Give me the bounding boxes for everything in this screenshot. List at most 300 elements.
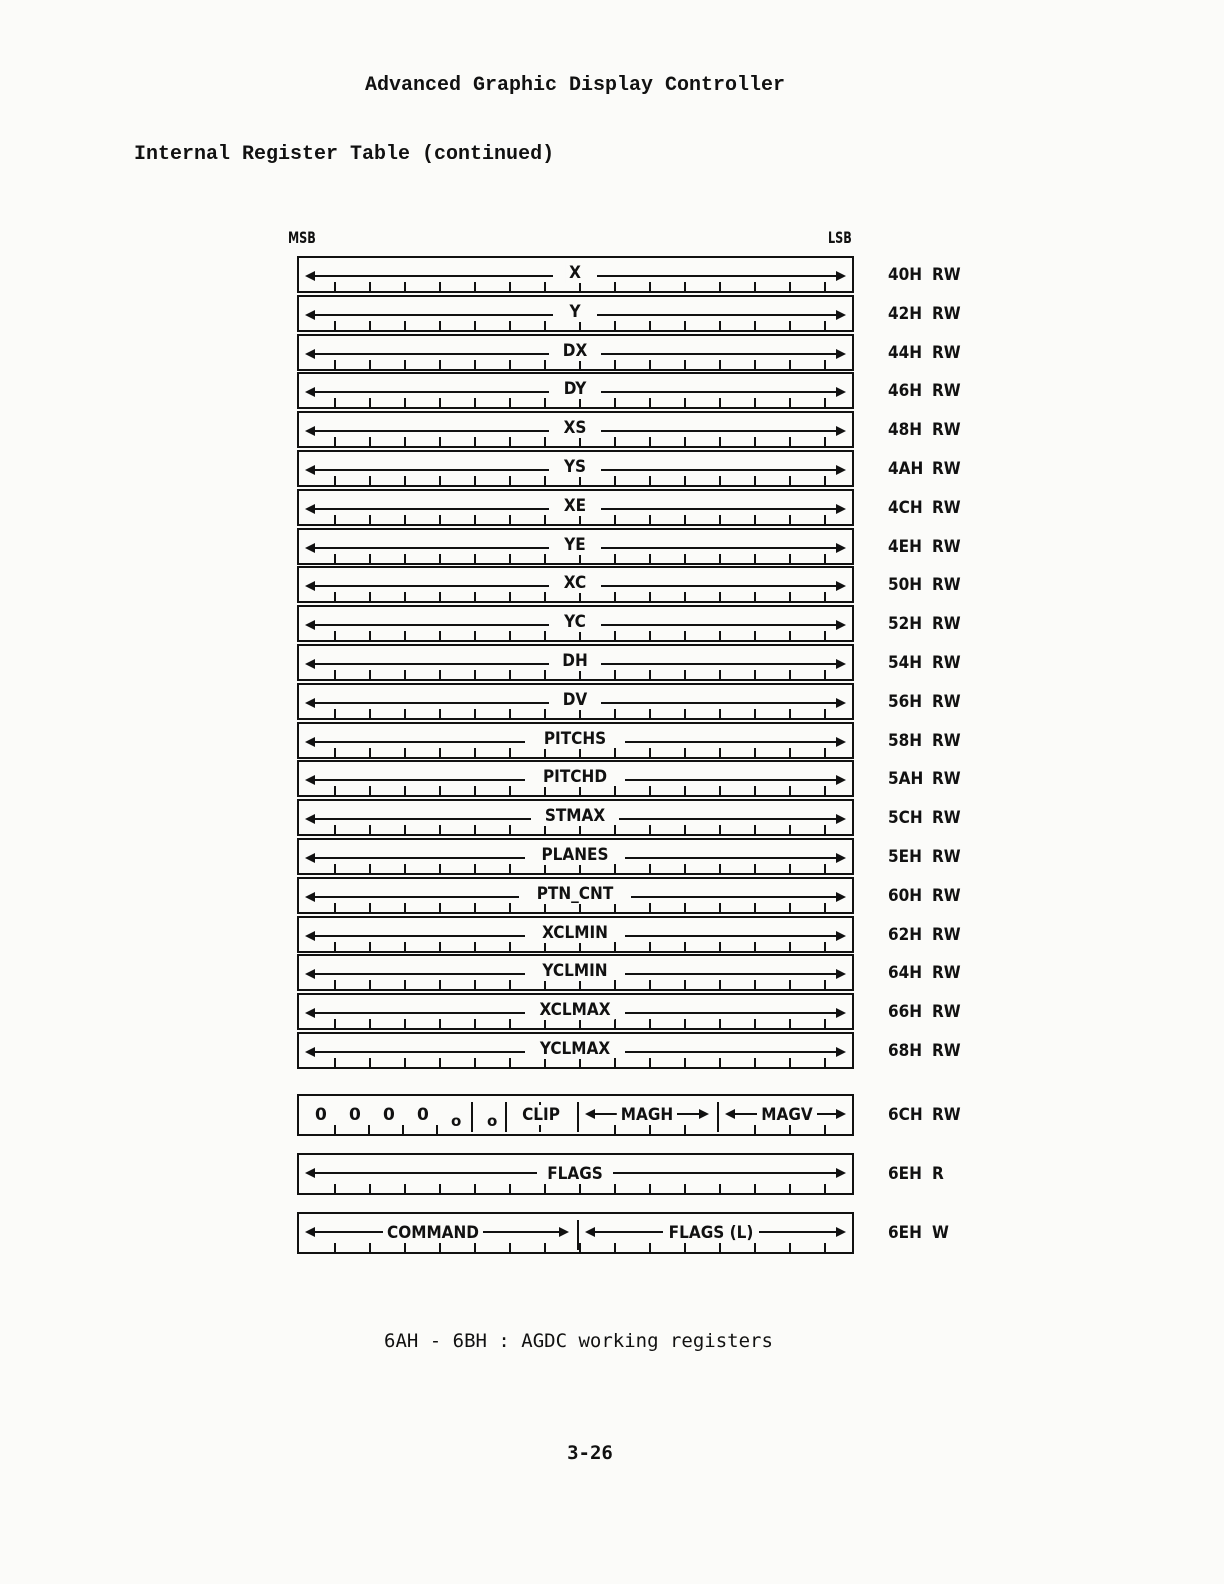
arrow-head-left: [305, 814, 315, 824]
arrow-head-left: [305, 504, 315, 514]
bit-tick: [404, 1243, 406, 1252]
bit-tick: [509, 903, 511, 912]
bit-tick: [369, 903, 371, 912]
bit-tick: [789, 282, 791, 291]
bit-tick: [474, 980, 476, 989]
bit-tick: [649, 282, 651, 291]
register-access: RW: [932, 303, 961, 324]
bit-tick: [544, 515, 546, 524]
bit-tick: [789, 631, 791, 640]
bit-tick: [334, 476, 336, 485]
arrow-line-left: [313, 547, 549, 549]
bit-tick: [439, 670, 441, 679]
bit-tick: [369, 670, 371, 679]
arrow-line-right: [601, 663, 838, 665]
bit-tick: [684, 903, 686, 912]
register-address: 52H: [888, 614, 923, 635]
bit-tick: [579, 592, 581, 601]
bit-tick: [369, 1243, 371, 1252]
bit-tick: [579, 825, 581, 834]
arrow-head-right: [836, 1168, 846, 1178]
arrow-head-left: [305, 620, 315, 630]
bit-tick: [544, 980, 546, 989]
zero-bit: 0: [349, 1105, 361, 1125]
bit-tick: [754, 980, 756, 989]
register-address: 5AH: [888, 769, 924, 790]
bit-tick: [404, 980, 406, 989]
register-name: YE: [560, 535, 590, 555]
arrow-line-left: [313, 1012, 525, 1014]
arrow-head-left: [305, 892, 315, 902]
bit-tick: [719, 321, 721, 330]
arrow-line-left: [313, 508, 549, 510]
bit-tick: [334, 592, 336, 601]
arrow-line-left: [313, 973, 525, 975]
bit-tick: [754, 709, 756, 718]
bit-tick: [369, 592, 371, 601]
bit-tick: [824, 476, 826, 485]
register-address: 50H: [888, 575, 923, 596]
bit-tick: [614, 864, 616, 873]
bit-tick: [544, 709, 546, 718]
bit-tick: [439, 321, 441, 330]
bit-tick: [509, 398, 511, 407]
bit-tick: [754, 1019, 756, 1028]
bit-tick: [579, 864, 581, 873]
arrow-line-left: [313, 1051, 525, 1053]
bit-tick: [719, 670, 721, 679]
bit-tick: [754, 786, 756, 795]
bit-tick: [439, 1058, 441, 1067]
arrow-head-right: [559, 1227, 569, 1237]
bit-tick: [754, 398, 756, 407]
bit-tick: [369, 437, 371, 446]
bit-tick: [649, 1058, 651, 1067]
bit-tick: [439, 282, 441, 291]
arrow-line-left: [313, 314, 553, 316]
field-divider: [471, 1102, 473, 1132]
register-access: RW: [932, 808, 961, 829]
bit-tick: [334, 825, 336, 834]
arrow-line-left: [313, 896, 519, 898]
arrow-line-right: [601, 391, 838, 393]
register-address: 66H: [888, 1002, 923, 1023]
bit-tick: [614, 1058, 616, 1067]
bit-tick: [649, 786, 651, 795]
bit-tick: [754, 1125, 756, 1134]
arrow-head-right: [836, 737, 846, 747]
bit-tick: [439, 980, 441, 989]
register-name: Y: [565, 302, 584, 322]
bit-tick: [509, 786, 511, 795]
arrow-line-left: [313, 818, 531, 820]
arrow-line-right: [475, 1231, 561, 1233]
bit-tick: [649, 554, 651, 563]
bit-tick: [754, 631, 756, 640]
register-field-pitchs: [297, 722, 854, 759]
arrow-head-right: [836, 931, 846, 941]
bit-tick: [404, 942, 406, 951]
bit-tick: [474, 592, 476, 601]
bit-tick: [404, 1184, 406, 1193]
register-field-xclmin: [297, 916, 854, 953]
bit-tick: [544, 282, 546, 291]
bit-tick: [614, 631, 616, 640]
arrow-head-left: [305, 581, 315, 591]
register-name: STMAX: [541, 806, 609, 826]
arrow-head-right: [836, 1109, 846, 1119]
register-field-xs: [297, 411, 854, 448]
field-divider: [717, 1102, 719, 1132]
bit-tick: [544, 398, 546, 407]
bit-tick: [369, 282, 371, 291]
bit-tick: [649, 515, 651, 524]
arrow-head-left: [305, 271, 315, 281]
register-name: PLANES: [537, 845, 612, 865]
register-field-yclmin: [297, 954, 854, 991]
bit-tick: [789, 476, 791, 485]
arrow-line-right: [625, 779, 838, 781]
bit-tick: [369, 554, 371, 563]
bit-tick: [684, 942, 686, 951]
bit-tick: [649, 1125, 651, 1134]
arrow-line-right: [601, 469, 838, 471]
bit-tick: [334, 1184, 336, 1193]
register-access: RW: [932, 265, 961, 285]
arrow-line-left: [733, 1113, 757, 1115]
bit-tick: [789, 786, 791, 795]
bit-tick: [509, 360, 511, 369]
bit-tick: [404, 631, 406, 640]
bit-tick: [544, 786, 546, 795]
bit-tick: [404, 825, 406, 834]
bit-tick: [369, 1019, 371, 1028]
bit-tick: [439, 825, 441, 834]
register-address: 5EH: [888, 847, 922, 867]
bit-tick: [474, 1184, 476, 1193]
bit-tick: [544, 554, 546, 563]
register-address: 62H: [888, 924, 923, 945]
command-field: COMMAND: [383, 1223, 483, 1243]
bit-tick: [369, 398, 371, 407]
bit-tick: [789, 825, 791, 834]
register-address: 5CH: [888, 808, 923, 829]
bit-tick: [684, 360, 686, 369]
bit-tick: [369, 476, 371, 485]
magv-field: MAGV: [757, 1105, 816, 1125]
bit-tick: [754, 748, 756, 757]
bit-tick: [439, 360, 441, 369]
bit-tick: [824, 786, 826, 795]
register-field-yclmax: [297, 1032, 854, 1069]
bit-tick: [579, 1243, 581, 1252]
arrow-line-right: [625, 1012, 838, 1014]
bit-tick: [579, 360, 581, 369]
bit-tick: [334, 515, 336, 524]
bit-tick: [684, 748, 686, 757]
bit-tick: [719, 282, 721, 291]
bit-tick: [684, 709, 686, 718]
register-name: FLAGS: [543, 1164, 607, 1184]
bit-tick: [474, 437, 476, 446]
register-address: 42H: [888, 303, 923, 324]
bit-tick: [439, 631, 441, 640]
register-field-xc: [297, 566, 854, 603]
bit-tick: [789, 942, 791, 951]
bit-tick: [509, 437, 511, 446]
register-access: RW: [932, 885, 961, 906]
arrow-head-right: [836, 620, 846, 630]
register-access: RW: [932, 653, 961, 673]
bit-tick: [404, 864, 406, 873]
bit-tick: [439, 942, 441, 951]
bit-tick: [649, 980, 651, 989]
arrow-line-left: [313, 1172, 537, 1174]
flags-low-field: FLAGS (L): [665, 1223, 758, 1243]
bit-tick: [649, 592, 651, 601]
bit-tick: [439, 554, 441, 563]
bit-tick: [649, 903, 651, 912]
bit-tick: [614, 903, 616, 912]
bit-tick: [754, 554, 756, 563]
bit-tick: [369, 864, 371, 873]
bit-tick: [614, 437, 616, 446]
arrow-head-right: [836, 465, 846, 475]
bit-tick: [439, 748, 441, 757]
bit-tick: [334, 748, 336, 757]
bit-tick: [439, 592, 441, 601]
arrow-head-left: [585, 1227, 595, 1237]
bit-tick: [436, 1125, 438, 1134]
register-address: 4CH: [888, 497, 923, 518]
arrow-line-right: [597, 314, 838, 316]
bit-tick: [719, 592, 721, 601]
bit-tick: [719, 942, 721, 951]
bit-tick: [684, 1243, 686, 1252]
bit-tick: [369, 786, 371, 795]
bit-tick: [754, 670, 756, 679]
bit-tick: [684, 864, 686, 873]
bit-tick: [684, 282, 686, 291]
bit-tick: [684, 321, 686, 330]
arrow-line-left: [593, 1231, 663, 1233]
register-address: 54H: [888, 653, 923, 673]
field-divider: [505, 1102, 507, 1132]
bit-tick: [369, 360, 371, 369]
bit-tick: [789, 437, 791, 446]
bit-tick: [789, 748, 791, 757]
bit-tick: [719, 1184, 721, 1193]
bit-tick: [754, 942, 756, 951]
register-field-xclmax: [297, 993, 854, 1030]
register-access: W: [932, 1223, 949, 1243]
arrow-line-right: [625, 1051, 838, 1053]
bit-tick: [509, 1184, 511, 1193]
register-address: 48H: [888, 420, 923, 441]
bit-tick: [824, 942, 826, 951]
arrow-head-right: [836, 387, 846, 397]
arrow-line-right: [613, 1172, 838, 1174]
register-address: 56H: [888, 691, 923, 712]
bit-tick: [404, 903, 406, 912]
bit-tick: [649, 437, 651, 446]
bit-tick: [544, 437, 546, 446]
register-name: DH: [558, 651, 592, 671]
section-title: Internal Register Table (continued): [134, 143, 555, 166]
arrow-line-right: [625, 973, 838, 975]
bit-tick: [789, 1019, 791, 1028]
bit-tick: [684, 437, 686, 446]
bit-tick: [684, 1058, 686, 1067]
bit-tick: [719, 360, 721, 369]
bit-tick: [684, 825, 686, 834]
register-address: 64H: [888, 963, 923, 984]
register-field-command: [297, 1212, 854, 1254]
bit-tick: [474, 1243, 476, 1252]
arrow-line-right: [817, 1113, 838, 1115]
bit-tick: [404, 476, 406, 485]
bit-tick: [754, 321, 756, 330]
arrow-head-right: [836, 543, 846, 553]
bit-tick: [754, 825, 756, 834]
register-field-dv: [297, 683, 854, 720]
bit-tick: [334, 631, 336, 640]
arrow-head-right: [699, 1109, 709, 1119]
register-name: XCLMAX: [535, 1000, 614, 1020]
bit-tick: [474, 825, 476, 834]
bit-tick: [544, 1243, 546, 1252]
bit-tick: [334, 786, 336, 795]
bit-tick: [614, 398, 616, 407]
bit-tick: [579, 1058, 581, 1067]
bit-tick: [684, 1019, 686, 1028]
bit-tick: [754, 437, 756, 446]
arrow-head-left: [305, 426, 315, 436]
bit-tick: [369, 321, 371, 330]
bit-tick: [579, 282, 581, 291]
bit-tick: [509, 1019, 511, 1028]
bit-tick: [789, 1243, 791, 1252]
bit-tick: [404, 554, 406, 563]
page-number: 3-26: [567, 1442, 613, 1464]
bit-tick: [509, 554, 511, 563]
arrow-head-right: [836, 775, 846, 785]
bit-tick: [474, 360, 476, 369]
bit-tick: [579, 1184, 581, 1193]
arrow-line-right: [625, 857, 838, 859]
bit-tick: [614, 515, 616, 524]
bit-tick: [544, 1058, 546, 1067]
bit-tick: [719, 398, 721, 407]
bit-tick: [649, 1019, 651, 1028]
bit-tick: [754, 360, 756, 369]
register-access: RW: [932, 963, 961, 984]
bit-tick: [439, 786, 441, 795]
bit-tick: [544, 942, 546, 951]
bit-tick: [404, 670, 406, 679]
bit-tick: [404, 786, 406, 795]
bit-tick: [334, 942, 336, 951]
bit-tick: [474, 476, 476, 485]
bit-tick: [824, 980, 826, 989]
bit-tick: [544, 360, 546, 369]
bit-tick: [544, 1184, 546, 1193]
bit-tick: [509, 980, 511, 989]
register-name: DX: [559, 341, 592, 361]
bit-tick: [719, 554, 721, 563]
bit-tick: [579, 437, 581, 446]
arrow-line-right: [759, 1231, 838, 1233]
arrow-head-left: [305, 1008, 315, 1018]
bit-tick: [614, 282, 616, 291]
bit-tick: [404, 515, 406, 524]
bit-tick: [754, 903, 756, 912]
bit-tick: [439, 398, 441, 407]
bit-tick: [649, 748, 651, 757]
bit-tick: [614, 592, 616, 601]
bit-tick: [789, 321, 791, 330]
field-divider: [577, 1102, 579, 1132]
bit-tick: [684, 980, 686, 989]
arrow-head-right: [836, 698, 846, 708]
register-address: 68H: [888, 1041, 923, 1061]
bit-tick: [614, 1243, 616, 1252]
arrow-line-left: [313, 1231, 391, 1233]
bit-tick: [439, 864, 441, 873]
document-header: Advanced Graphic Display Controller: [364, 74, 786, 97]
register-field-ptn-cnt: [297, 877, 854, 914]
bit-tick: [439, 1019, 441, 1028]
bit-tick: [334, 1058, 336, 1067]
bit-tick: [474, 903, 476, 912]
bit-tick: [719, 709, 721, 718]
arrow-head-right: [836, 310, 846, 320]
bit-tick: [544, 748, 546, 757]
register-address: 4AH: [888, 459, 924, 479]
arrow-line-left: [593, 1113, 617, 1115]
register-access: R: [932, 1164, 944, 1184]
bit-tick: [474, 670, 476, 679]
bit-tick: [404, 321, 406, 330]
unused-bit-mark: o: [487, 1112, 498, 1130]
bit-tick: [509, 748, 511, 757]
bit-tick: [614, 476, 616, 485]
register-name: YS: [560, 457, 590, 477]
register-field-stmax: [297, 799, 854, 836]
bit-tick: [439, 476, 441, 485]
bit-tick: [334, 670, 336, 679]
bit-tick: [509, 864, 511, 873]
bit-tick: [824, 825, 826, 834]
register-access: RW: [932, 847, 961, 867]
register-field-dh: [297, 644, 854, 681]
arrow-line-right: [625, 741, 838, 743]
bit-tick: [474, 515, 476, 524]
bit-tick: [334, 1243, 336, 1252]
bit-tick: [719, 786, 721, 795]
arrow-line-left: [313, 275, 553, 277]
bit-tick: [369, 1058, 371, 1067]
bit-tick: [579, 786, 581, 795]
bit-tick: [684, 631, 686, 640]
register-address: 6EH: [888, 1164, 922, 1184]
unused-bit-mark: o: [451, 1112, 462, 1130]
register-name: XS: [560, 418, 591, 438]
bit-tick: [719, 980, 721, 989]
bit-tick: [579, 321, 581, 330]
arrow-head-right: [836, 1227, 846, 1237]
bit-tick: [789, 592, 791, 601]
